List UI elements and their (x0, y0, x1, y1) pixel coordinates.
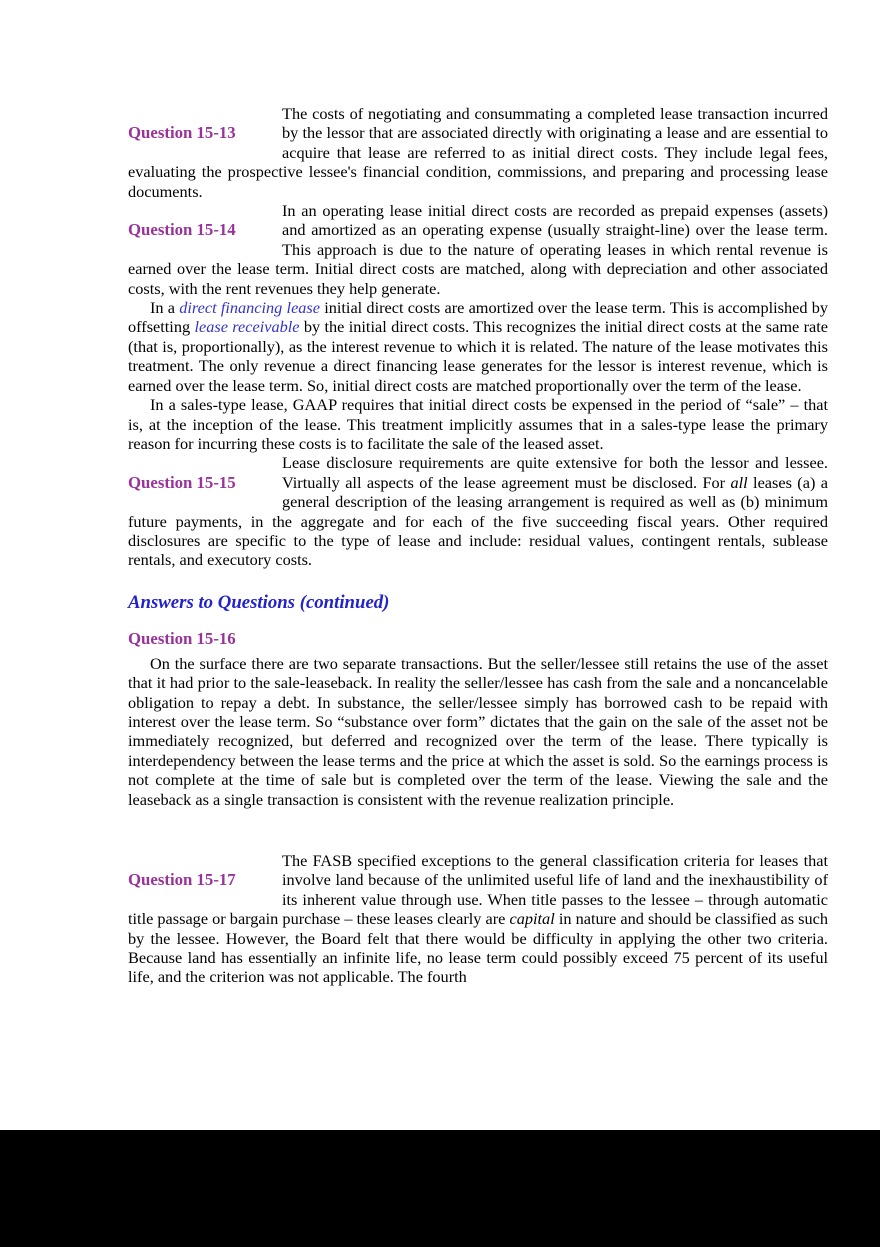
paragraph-text: In a sales-type lease, GAAP requires that initial direct costs be expensed in the period of “sale” – that is, at the inception of the lease. This treatment implicitly assumes that in a sales-type lease the primary reason for incurring these costs is to facilitate the sale of the leased asset. (128, 395, 828, 453)
question-15-15-label: Question 15-15 (128, 472, 236, 492)
emphasis-all: all (730, 472, 748, 492)
question-15-15-answer-text: Lease disclosure requirements are quite extensive for both the lessor and lessee. Virtually all aspects of the lease agreement must be disclosed. For (282, 453, 828, 492)
question-15-15-answer-text: leases (a) a general description of the leasing arrangement is required as well as (b) minimum future payments, in the aggregate and for each of the five succeeding fiscal years. Other required disclosures are specific to the type of lease and include: residual values, contingent rentals, sublease rentals, and executory costs. (128, 472, 828, 570)
section-heading-answers-continued: Answers to Questions (continued) (128, 591, 390, 613)
question-15-13-answer-text: The costs of negotiating and consummating a completed lease transaction incurred by the lessor that are associated directly with originating a lease and are essential to acquire that lease are referred to as initial direct costs. They include legal fees, evaluating the prospective lessee's financial condition, commissions, and preparing and processing lease documents. (128, 104, 828, 201)
paragraph-text: by the initial direct costs. This recognizes the initial direct costs at the same rate (that is, proportionally), as the interest revenue to which it is related. The nature of the lease motivates this treatment. The only revenue a direct financing lease generates for the lessor is interest revenue, which is earned over the lease term. So, initial direct costs are matched proportionally over the term of the lease. (128, 317, 828, 395)
question-15-17-label-frame (128, 851, 282, 909)
emphasis-capital: capital (509, 909, 555, 929)
direct-financing-paragraph (128, 298, 828, 395)
question-15-14-block (128, 201, 828, 298)
question-15-17-answer-text: in nature and should be classified as such by the lessee. However, the Board felt that there would be difficulty in applying the other two criteria. Because land has essentially an infinite life, no lease term could possibly exceed 75 percent of its useful life, and the criterion was not applicable. The fourth (128, 909, 829, 987)
question-15-16-heading: Question 15-16 (128, 628, 236, 648)
sales-type-paragraph (128, 395, 828, 453)
question-15-17-block (128, 851, 828, 987)
question-15-14-label: Question 15-14 (128, 220, 236, 240)
question-15-14-label-frame (128, 201, 282, 259)
bottom-black-band (0, 1130, 880, 1247)
question-15-13-label-frame (128, 104, 282, 162)
paragraph-text: initial direct costs are amortized over the lease term. This is accomplished by offsetting (128, 298, 828, 337)
paragraph-text: In a (150, 298, 180, 318)
question-15-13-block (128, 104, 828, 201)
term-direct-financing-lease: direct financing lease (179, 298, 320, 318)
question-15-15-label-frame (128, 453, 282, 511)
question-15-17-answer-text: The FASB specified exceptions to the general classification criteria for leases that involve land because of the unlimited useful life of land and the inexhaustibility of its inherent value through use. When title passes to the lessee – through automatic title passage or bargain purchase – these leases clearly are (128, 851, 828, 929)
question-15-16-answer-text: On the surface there are two separate transactions. But the seller/lessee still retains the use of the asset that it had prior to the sale-leaseback. In reality the seller/lessee has cash from the sale and a noncancelable obligation to repay a debt. In substance, the seller/lessee simply has borrowed cash to be repaid with interest over the lease term. So “substance over form” dictates that the gain on the sale of the asset not be immediately recognized, but deferred and recognized over the term of the lease. There typically is interdependency between the lease terms and the price at which the asset is sold. So the earnings process is not complete at the time of sale but is completed over the term of the lease. Viewing the sale and the leaseback as a single transaction is consistent with the revenue realization principle. (128, 653, 828, 809)
question-15-13-label: Question 15-13 (128, 123, 236, 143)
question-15-15-block (128, 453, 828, 569)
question-15-16-answer (128, 654, 828, 809)
term-lease-receivable: lease receivable (194, 317, 300, 337)
question-15-14-answer-text: In an operating lease initial direct costs are recorded as prepaid expenses (assets) and amortized as an operating expense (usually straight-line) over the lease term. This approach is due to the nature of operating leases in which rental revenue is earned over the lease term. Initial direct costs are matched, along with depreciation and other associated costs, with the rent revenues they help generate. (128, 201, 828, 298)
question-15-17-label: Question 15-17 (128, 870, 236, 890)
